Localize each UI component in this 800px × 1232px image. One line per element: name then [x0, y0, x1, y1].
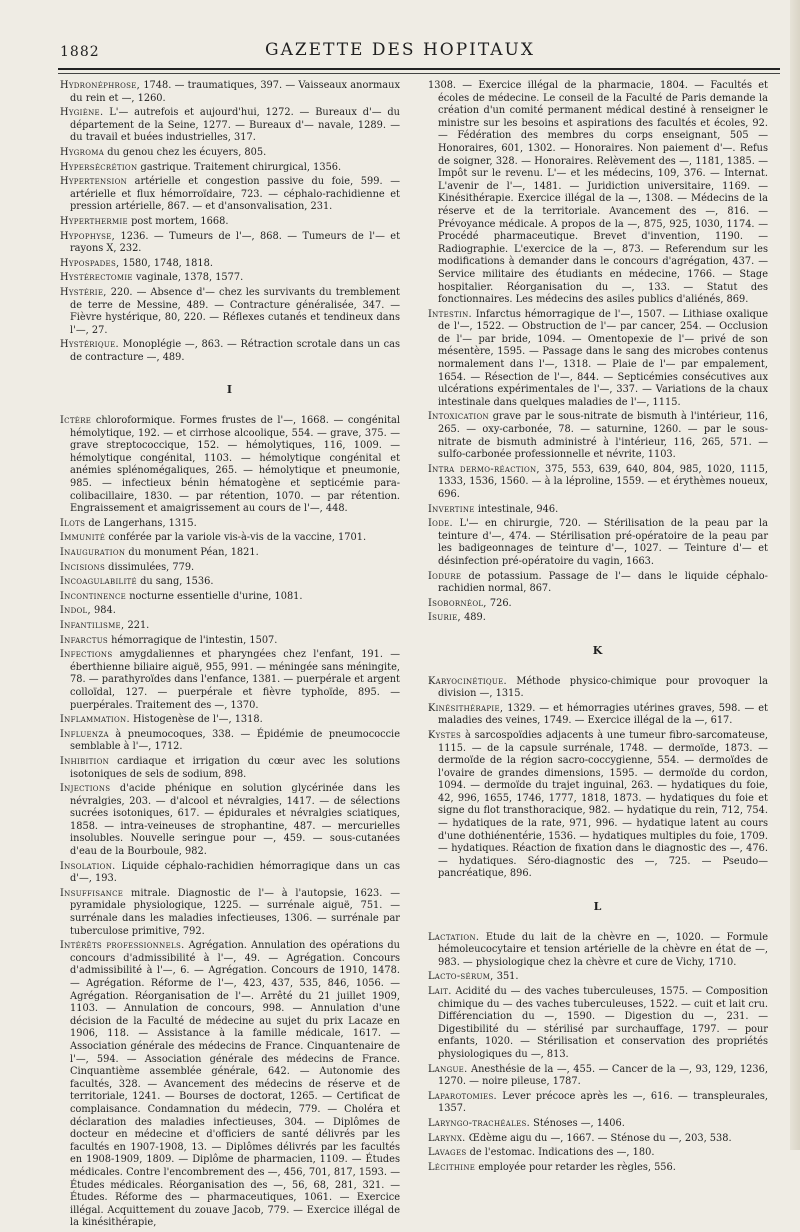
entry-heading: Lait. [428, 986, 452, 997]
index-entry [428, 411, 768, 461]
header-rule-thin [58, 73, 780, 74]
index-entry [60, 756, 400, 781]
entry-text: vaginale, 1378, 1577. [135, 272, 244, 284]
page-number: 1882 [60, 44, 100, 60]
entry-heading: Influenza [60, 728, 109, 740]
index-entry [60, 576, 400, 589]
section-letter: I [226, 383, 234, 397]
entry-text: 1236. — Tumeurs de l'—, 868. — Tumeurs de l'— et rayons X, 232. [70, 230, 401, 255]
entry-text: 489. [464, 612, 486, 624]
entry-heading: Laparotomies. [428, 1090, 497, 1102]
index-entry [428, 1118, 768, 1131]
entry-text: 984. [94, 605, 116, 617]
entry-heading: Ictère [60, 415, 92, 427]
index-entry [60, 714, 400, 727]
entry-text: Anesthésie de la —, 455. — Cancer de la —, 93, 129, 1236, 1270. — noire pileuse, 1787. [438, 1063, 768, 1088]
entry-heading: Intra dermo-réaction, [428, 463, 540, 475]
entry-heading: Lavages [428, 1147, 467, 1159]
entry-heading: Inflammation. [60, 714, 130, 726]
entry-heading: Kinésithérapie, [428, 702, 504, 714]
left-column [60, 80, 400, 1232]
entry-heading: Karyocinétique. [428, 675, 507, 687]
index-entry [428, 1147, 768, 1160]
entry-heading: Iodure [428, 570, 462, 582]
index-entry [428, 932, 768, 970]
right-column [428, 80, 768, 1176]
entry-text: 221. [127, 619, 150, 631]
index-entry [428, 612, 768, 625]
entry-text: hémorragique de l'intestin, 1507. [111, 634, 278, 646]
entry-text: d'acide phénique en solution glycérinée dans les névralgies, 203. — d'alcool et névralgies, 1417. — de sélections sucrées isotoniques, 617. — épidurales et névralgies sciatiques, 1858. — intra-veineuses de strophantine, 487. — mercurielles insolubles. Nouvelle seringue pour —, 459. — sous-cutanées d'eau de la Bourboule, 982. [70, 783, 400, 858]
page-edge [790, 0, 800, 1150]
section-letter: K [592, 643, 604, 657]
entry-heading: Hygroma [60, 146, 105, 158]
index-entry [428, 971, 768, 984]
entry-text: 1580, 1748, 1818. [122, 257, 213, 269]
running-title: GAZETTE DES HOPITAUX [264, 40, 535, 60]
entry-text: artérielle et congestion passive du foie, 599. — artérielle et flux hémorroïdaire, 723. — céphalo-rachidienne et pression artérielle, 867. — et d'ansonvalisation, 231. [70, 176, 400, 213]
index-entry [60, 80, 400, 105]
index-entry [60, 287, 400, 337]
index-entry [60, 620, 400, 633]
entry-text: 1308. — Exercice illégal de la pharmacie, 1804. — Facultés et écoles de médecine. Le conseil de la Faculté de Paris demande la création d'un comité permanent médical destiné à renseigner le ministre sur les besoins et aspirations des facultés et écoles, 92. — Fédération des membres du corps enseignant, 505 — Honoraires, 601, 1302. — Honoraires. Non paiement d'—. Refus de soigner, 328. — Honoraires. Relèvement des —, 1181, 1385. — Impôt sur le revenu. L'— et les médecins, 109, 376. — Internat. L'avenir de l'—, 1481. — Juridiction universitaire, 1169. — Kinésithérapie. Exercice illégal de la —, 1308. — Médecins de la réserve et de la territoriale. Avancement des —, 816. — Prévoyance médicale. A propos de la —, 875, 925, 1030, 1174. — Procédé pharmaceutique. Brevet d'invention, 1190. — Radiographie. L'exercice de la —, 873. — Referendum sur les modifications à demander dans le concours d'agrégation, 437. — Service militaire des étudiants en médecine, 1766. — Stage hospitalier. Réorganisation du —, 133. — Statut des fonctionnaires. Les médecins des asiles publics d'aliénés, 869. [428, 80, 768, 306]
entry-heading: Hystérie, [60, 286, 107, 298]
index-entry [428, 309, 768, 410]
entry-text: 375, 553, 639, 640, 804, 985, 1020, 1115, 1333, 1536, 1560. — à la léproline, 1559. — et érythèmes noueux, 696. [438, 463, 768, 500]
entry-text: 220. — Absence d'— chez les survivants du tremblement de terre de Messine, 489. — Contracture généralisée, 347. — Fièvre hystérique, 80, 220. — Réflexes cutanés et tendineux dans l'—, 27. [70, 286, 400, 336]
index-entry [428, 80, 768, 307]
index-entry [60, 147, 400, 160]
index-entry [428, 464, 768, 502]
entry-text: de Langerhans, 1315. [88, 517, 197, 529]
entry-heading: Hygiène. [60, 107, 104, 119]
index-entry [428, 730, 768, 881]
entry-text: amygdaliennes et pharyngées chez l'enfant, 191. — éberthienne biliaire aiguë, 955, 991. — méningée sans méningite, 78. — parathyroïdes dans l'enfance, 1381. — puerpérale et argent colloïdal, 127. — puerpérale et fièvre typhoïde, 895. — puerpérales. Traitement des —, 1370. [70, 649, 400, 711]
index-entry [60, 216, 400, 229]
entry-text: de l'estomac. Indications des —, 180. [469, 1147, 655, 1159]
entry-text: employée pour retarder les règles, 556. [478, 1161, 676, 1173]
index-entry [428, 703, 768, 728]
entry-text: mitrale. Diagnostic de l'— à l'autopsie, 1623. — pyramidale physiologique, 1225. — surrénale aiguë, 751. — surrénale dans les maladies infectieuses, 1306. — surrénale par tuberculose primitive, 792. [70, 887, 400, 937]
index-entry [60, 176, 400, 214]
entry-heading: Larynx. [428, 1132, 466, 1144]
entry-text: cardiaque et irrigation du cœur avec les solutions isotoniques de sels de sodium, 898. [70, 755, 400, 780]
entry-text: Etude du lait de la chèvre en —, 1020. — Formule hémoleucocytaire et tension artérielle de la chèvre en état de —, 983. — physiologique chez la chèvre et cure de Vichy, 1710. [438, 931, 768, 968]
entry-heading: Ilots [60, 517, 86, 529]
entry-heading: Laryngo-trachéales. [428, 1117, 530, 1129]
entry-heading: Infantilisme, [60, 619, 125, 631]
index-entry [60, 258, 400, 271]
index-entry [60, 272, 400, 285]
entry-heading: Indol, [60, 605, 91, 617]
entry-text: 351. [496, 971, 519, 983]
entry-heading: Isurie, [428, 612, 461, 624]
entry-text: Monoplégie —, 863. — Rétraction scrotale dans un cas de contracture —, 489. [70, 339, 400, 363]
entry-text: dissimulées, 779. [108, 561, 195, 573]
entry-text: 1748. — traumatiques, 397. — Vaisseaux anormaux du rein et —, 1260. [70, 80, 400, 104]
index-entry [60, 339, 400, 364]
entry-text: chloroformique. Formes frustes de l'—, 1668. — congénital hémolytique, 192. — et cirrhose alcoolique, 554. — grave, 375. — grave streptococcique, 152. — hémolytiques, 116, 1009. — hémolytique congénital, 1103. — hémolytique congénital et anémies splénomégaliques, 265. — hémolytique et pneumonie, 985. — infectieux bénin hématogène et septicémie para-colibacillaire, 1830. — par rétention, 1070. — par rétention. Engraissement et amaigrissement au cours de l'—, 448. [70, 415, 401, 515]
entry-heading: Incisions [60, 561, 106, 573]
entry-text: 1329. — et hémorragies utérines graves, 598. — et maladies des veines, 1749. — Exercice illégal de la —, 617. [438, 702, 768, 727]
index-entry [428, 676, 768, 701]
index-entry [60, 649, 400, 712]
index-entry [428, 598, 768, 611]
entry-text: Méthode physico-chimique pour provoquer la division —, 1315. [438, 675, 769, 700]
entry-text: Infarctus hémorragique de l'—, 1507. — Lithiase oxalique de l'—, 1522. — Obstruction de l'— par cancer, 254. — Occlusion de l'— par bride, 1094. — Omentopexie de l'— privé de son mésentère, 1595. — Passage dans le sang des microbes contenus normalement dans l'—, 1318. — Plaie de l'— par empalement, 1654. — Résection de l'—, 844. — Septicémies consécutives aux ulcérations expérimentales de l'—, 337. — Variations de la chaux intestinale dans quelques maladies de l'—, 1115. [438, 308, 768, 408]
entry-text: Œdème aigu du —, 1667. — Sténose du —, 203, 538. [468, 1132, 732, 1144]
entry-text: de potassium. Passage de l'— dans le liquide céphalo-rachidien normal, 867. [438, 570, 768, 595]
index-entry [428, 518, 768, 568]
entry-heading: Kystes [428, 729, 462, 741]
index-entry [60, 591, 400, 604]
index-entry [60, 861, 400, 886]
entry-heading: Lacto-sérum, [428, 971, 494, 983]
index-entry [60, 547, 400, 560]
entry-text: Acidité du — des vaches tuberculeuses, 1575. — Composition chimique du — des vaches tuberculeuses, 1522. — cuit et lait cru. Différenciation du —, 1590. — Digestion du —, 231. — Digestibilité du — stérilisé par surchauffage, 1797. — pour enfants, 1020. — Stérilisation et conservation des propriétés physiologiques du —, 813. [438, 986, 768, 1060]
entry-heading: Incontinence [60, 590, 127, 602]
entry-text: grave par le sous-nitrate de bismuth à l'intérieur, 116, 265. — oxy-carbonée, 78. — saturnine, 1260. — par le sous-nitrate de bismuth administré à l'intérieur, 116, 265, 571. — sulfo-carbonée professionnelle et névrite, 1103. [438, 411, 768, 461]
entry-heading: Insolation. [60, 860, 116, 872]
entry-text: à sarcospoïdies adjacents à une tumeur fibro-sarcomateuse, 1115. — de la capsule surrénale, 1748. — dermoïde, 1873. — dermoïde de la région sacro-coccygienne, 554. — dermoïdes de l'ovaire de grandes dimensions, 1595. — dermoïde du cordon, 1094. — dermoïde du trajet inguinal, 263. — hydatiques du foie, 42, 996, 1655, 1746, 1777, 1818, 1873. — hydatiques du foie et signe du flot transthoracique, 982. — hydatique du rein, 712, 754. — hydatiques de la rate, 971, 996. — hydatique latent au cours d'une dothiénentérie, 1536. — hydatiques multiples du foie, 1709. — hydatiques. Réaction de fixation dans le diagnostic des —, 476. — hydatiques. Séro-diagnostic des —, 725. — Pseudo— pancréatique, 896. [438, 729, 768, 880]
entry-heading: Iode. [428, 518, 453, 530]
entry-heading: Lécithine [428, 1161, 476, 1173]
entry-heading: Hydronéphrose, [60, 80, 141, 91]
index-entry [60, 415, 400, 516]
entry-heading: Intestin. [428, 308, 472, 320]
entry-heading: Infections [60, 649, 113, 661]
index-entry [428, 1162, 768, 1175]
index-entry [60, 107, 400, 145]
entry-text: Agrégation. Annulation des opérations du concours d'admissibilité à l'—, 49. — Agrégation. Concours d'admissibilité à l'—, 6. — Agrégation. Concours de 1910, 1478. — Agrégation. Réforme de l'—, 423, 437, 535, 846, 1056. — Agrégation. Réorganisation de l'—. Arrêté du 21 juillet 1909, 1103. — Annulation de concours, 998. — Annulation d'une décision de la Faculté de médecine au sujet du prix Lacaze en 1906, 118. — Assistance à la famille médicale, 1617. — Association générale des médecins de France. Cinquantenaire de l'—, 594. — Association générale des médecins de France. Cinquantième assemblée générale, 642. — Autonomie des facultés, 328. — Avancement des médecins de réserve et de territoriale, 1241. — Bourses de doctorat, 1265. — Certificat de complaisance. Condamnation du médecin, 779. — Choléra et déclaration des maladies infectieuses, 304. — Diplômes de docteur en médecine et d'officiers de santé délivrés par les facultés en 1907-1908, 13. — Diplômes délivrés par les facultés en 1908-1909, 1809. — Diplôme de pharmacien, 1109. — Études médicales. Contre l'encombrement des —, 456, 701, 817, 1593. — Études médicales. Réorganisation des —, 56, 68, 281, 321. — Études. Réforme des — pharmaceutiques, 1061. — Exercice illégal. Acquittement du zouave Jacob, 779. — Exercice illégal de la kinésithérapie, [70, 940, 400, 1229]
page-header [0, 36, 800, 66]
index-entry [428, 986, 768, 1062]
entry-text: 726. [489, 597, 512, 609]
entry-text: Lever précoce après les —, 616. — transpleurales, 1357. [438, 1090, 768, 1115]
section-letter: L [593, 900, 603, 914]
entry-heading: Invertine [428, 503, 475, 515]
index-entry [428, 1133, 768, 1146]
entry-text: Liquide céphalo-rachidien hémorragique dans un cas d'—, 193. [70, 860, 400, 885]
entry-text: L'— autrefois et aujourd'hui, 1272. — Bureaux d'— du département de la Seine, 1277. — Bureaux d'— navale, 1289. — du travail et buées industrielles, 317. [70, 107, 400, 144]
index-entry [60, 162, 400, 175]
entry-heading: Langue. [428, 1063, 468, 1075]
index-entry [428, 1064, 768, 1089]
index-entry [60, 605, 400, 618]
index-entry [60, 635, 400, 648]
entry-heading: Lactation. [428, 931, 480, 943]
entry-heading: Hypertension [60, 176, 128, 188]
entry-heading: Infarctus [60, 634, 108, 646]
entry-text: du monument Péan, 1821. [128, 547, 259, 558]
entry-heading: Hypophyse, [60, 230, 116, 242]
entry-heading: Intérêts professionnels. [60, 940, 185, 952]
entry-text: Sténoses —, 1406. [533, 1117, 625, 1129]
entry-text: gastrique. Traitement chirurgical, 1356. [140, 161, 342, 173]
entry-text: L'— en chirurgie, 720. — Stérilisation de la peau par la teinture d'—, 474. — Stérilisation pré-opératoire de la peau par les badigeonnages de teinture d'—, 1027. — Teinture d'— et désinfection pré-opératoire du vagin, 1663. [438, 518, 768, 567]
entry-heading: Hystérique. [60, 339, 119, 351]
entry-text: post mortem, 1668. [131, 215, 229, 227]
entry-text: à pneumocoques, 338. — Épidémie de pneumococcie semblable à l'—, 1712. [70, 728, 400, 753]
entry-heading: Incoagulabilité [60, 576, 137, 588]
entry-text: Histogenèse de l'—, 1318. [133, 714, 263, 726]
index-entry [60, 231, 400, 256]
entry-text: nocturne essentielle d'urine, 1081. [129, 590, 303, 602]
index-entry [428, 571, 768, 596]
index-entry [60, 940, 400, 1230]
header-rule [58, 68, 780, 70]
entry-heading: Immunité [60, 532, 106, 544]
entry-text: conférée par la variole vis-à-vis de la vaccine, 1701. [108, 532, 367, 544]
entry-text: du sang, 1536. [140, 576, 214, 588]
entry-heading: Inauguration [60, 547, 126, 558]
entry-heading: Intoxication [428, 411, 489, 423]
entry-heading: Inhibition [60, 755, 110, 767]
index-entry [428, 1091, 768, 1116]
index-entry [60, 888, 400, 938]
entry-heading: Hystérectomie [60, 272, 133, 284]
entry-heading: Injections [60, 783, 111, 795]
entry-heading: Hyperthermie [60, 215, 128, 227]
index-entry [60, 783, 400, 859]
index-entry [428, 504, 768, 517]
index-entry [60, 532, 400, 545]
index-entry [60, 562, 400, 575]
entry-heading: Hypospades, [60, 257, 120, 269]
entry-text: intestinale, 946. [477, 503, 559, 515]
index-entry [60, 518, 400, 531]
entry-heading: Insuffisance [60, 887, 124, 899]
entry-text: du genou chez les écuyers, 805. [107, 146, 267, 158]
index-entry [60, 729, 400, 754]
entry-heading: Isobornéol, [428, 597, 487, 609]
entry-heading: Hypersécrétion [60, 161, 138, 173]
